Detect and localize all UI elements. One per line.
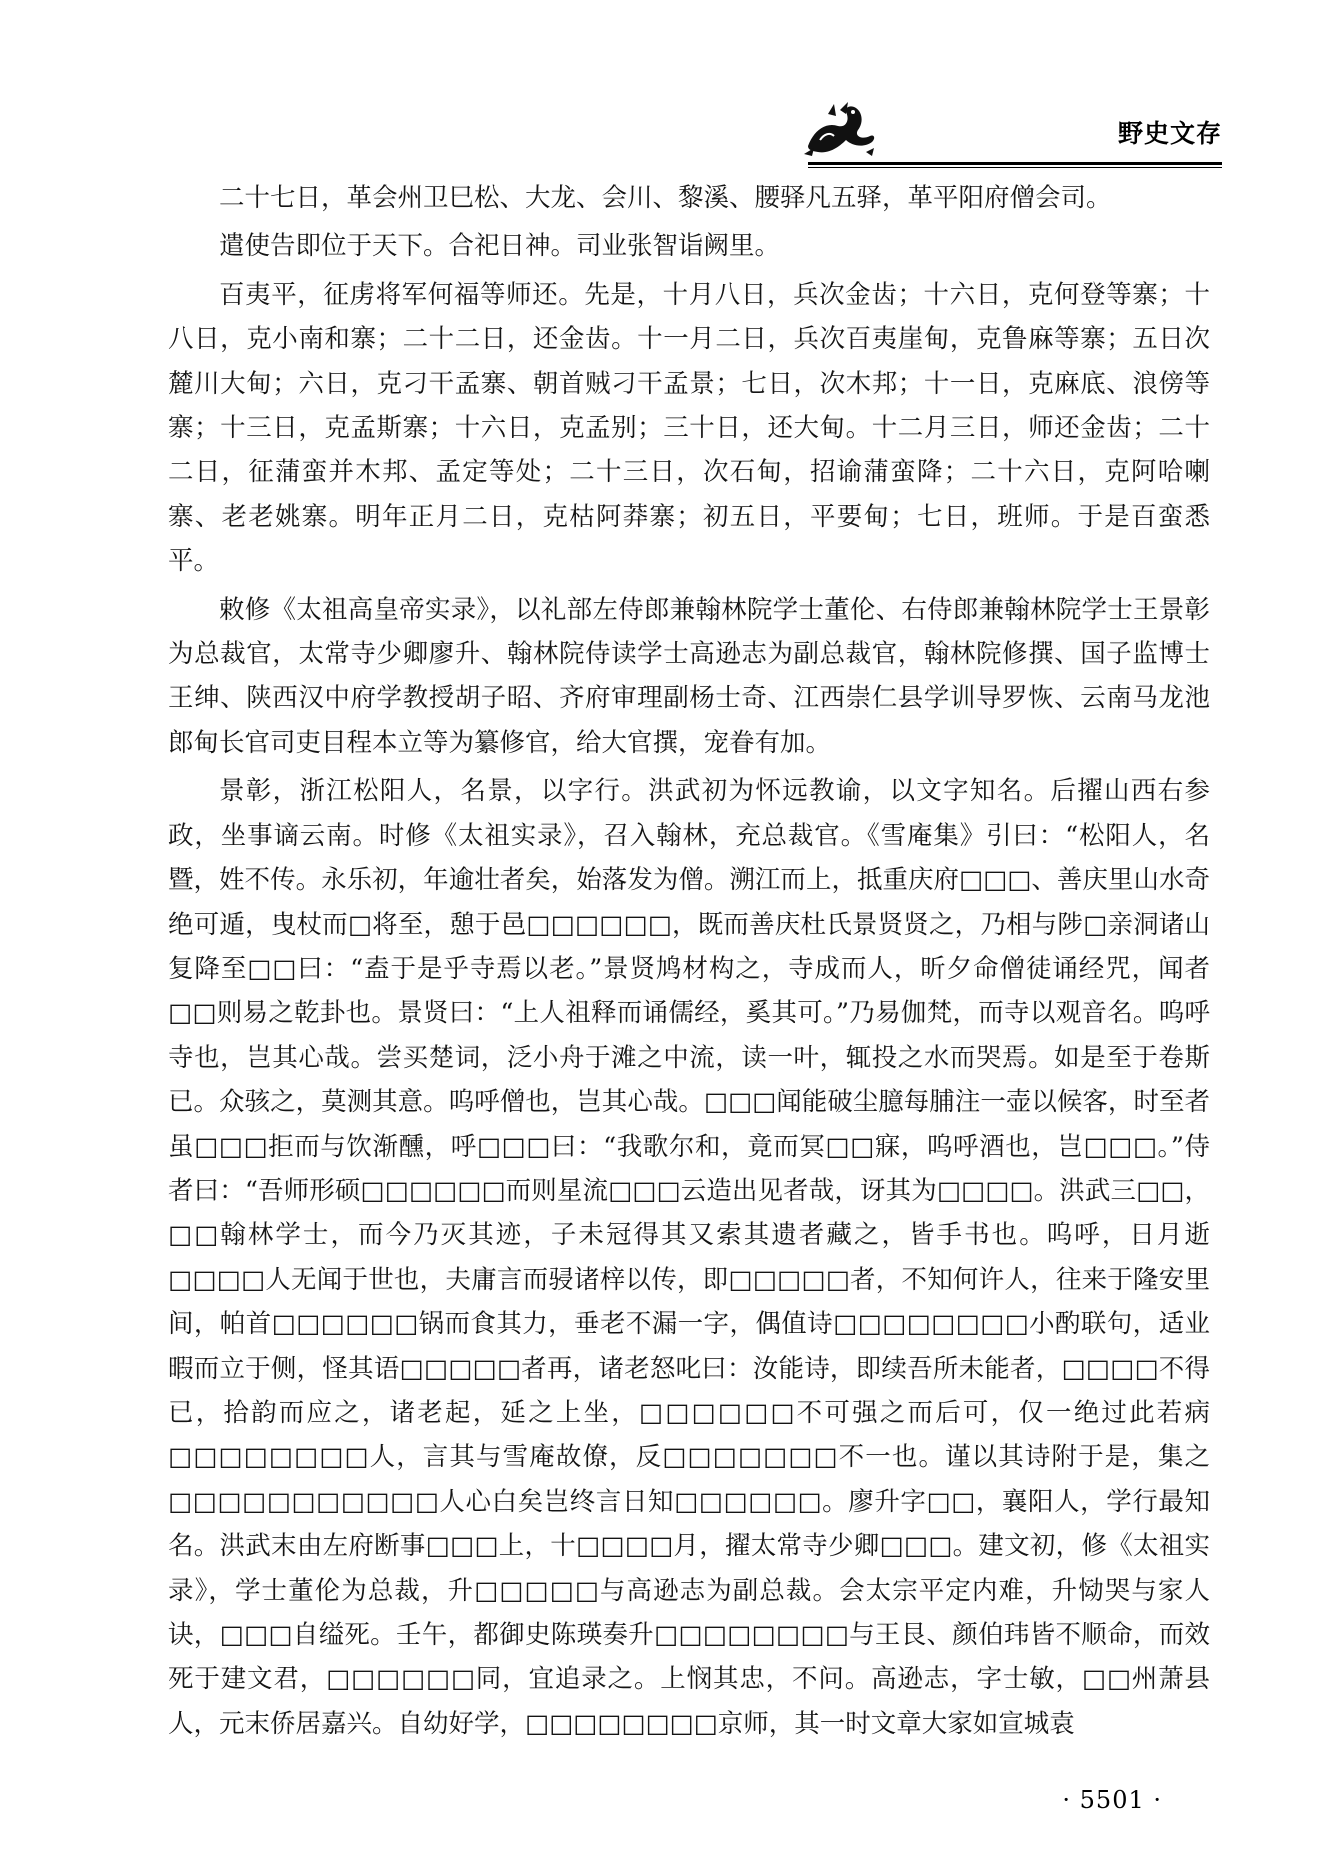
page-header	[0, 96, 1322, 166]
dragon-logo-icon	[800, 100, 880, 160]
page-number: · 5501 ·	[1062, 1786, 1162, 1814]
header-rule-thin	[808, 167, 1222, 168]
header-rule	[808, 162, 1222, 165]
paragraph: 百夷平，征虏将军何福等师还。先是，十月八日，兵次金齿；十六日，克何登等寨；十八日，克小南和寨；二十二日，还金齿。十一月二日，兵次百夷崖甸，克鲁麻等寨；五日次麓川大甸；六日，克刁干孟寨、朝首贼刁干孟景；七日，次木邦；十一日，克麻底、浪傍等寨；十三日，克孟斯寨；十六日，克孟别；三十日，还大甸。十二月三日，师还金齿；二十二日，征蒲蛮并木邦、孟定等处；二十三日，次石甸，招谕蒲蛮降；二十六日，克阿哈喇寨、老老姚寨。明年正月二日，克枯阿莽寨；初五日，平要甸；七日，班师。于是百蛮悉平。	[168, 279, 1210, 577]
paragraph: 二十七日，革会州卫巳松、大龙、会川、黎溪、腰驿凡五驿，革平阳府僧会司。	[219, 183, 1112, 213]
paragraph: 景彰，浙江松阳人，名景，以字行。洪武初为怀远教谕，以文字知名。后擢山西右参政，坐事谪云南。时修《太祖实录》，召入翰林，充总裁官。《雪庵集》引曰：“松阳人，名暨，姓不传。永乐初，年逾壮者矣，始落发为僧。溯江而上，抵重庆府□□□、善庆里山水奇绝可遁，曳杖而□将至，憩于邑□□□□□□，既而善庆杜氏景贤贤之，乃相与陟□亲洞诸山复降至□□曰：“盍于是乎寺焉以老。”景贤鸠材构之，寺成而人，昕夕命僧徒诵经咒，闻者□□则易之乾卦也。景贤曰：“上人祖释而诵儒经，奚其可。”乃易伽梵，而寺以观音名。呜呼寺也，岂其心哉。尝买楚词，泛小舟于滩之中流，读一叶，辄投之水而哭焉。如是至于卷斯已。众骇之，莫测其意。呜呼僧也，岂其心哉。□□□闻能破尘臆每脯注一壶以候客，时至者虽□□□拒而与饮渐醺，呼□□□曰：“我歌尔和，竟而冥□□寐，呜呼酒也，岂□□□。”侍者曰：“吾师形硕□□□□□□而则星流□□□云造出见者哉，讶其为□□□□。洪武三□□，□□翰林学士，而今乃灭其迹，子未冠得其又索其遗者藏之，皆手书也。呜呼，日月逝□□□□人无闻于世也，夫庸言而骎诸梓以传，即□□□□□者，不知何许人，往来于隆安里间，帕首□□□□□□锅而食其力，垂老不漏一字，偶值诗□□□□□□□□小酌联句，适业暇而立于侧，怪其语□□□□□者再，诸老怒叱曰：汝能诗，即续吾所未能者，□□□□不得已，拾韵而应之，诸老起，延之上坐，□□□□□□不可强之而后可，仅一绝过此若病□□□□□□□□人，言其与雪庵故僚，反□□□□□□□不一也。谨以其诗附于是，集之□□□□□□□□□□□人心白矣岂终言日知□□□□□□。廖升字□□，襄阳人，学行最知名。洪武末由左府断事□□□上，十□□□□月，擢太常寺少卿□□□。建文初，修《太祖实录》，学士董伦为总裁，升□□□□□与高逊志为副总裁。会太宗平定内难，升恸哭与家人诀，□□□自缢死。壬午，都御史陈瑛奏升□□□□□□□□与王艮、颜伯玮皆不顺命，而效死于建文君，□□□□□□同，宜追录之。上悯其忠，不问。高逊志，字士敏，□□州萧县人，元末侨居嘉兴。自幼好学，□□□□□□□□京师，其一时文章大家如宣城袁	[168, 776, 1210, 1739]
paragraph: 遣使告即位于天下。合祀日神。司业张智诣阙里。	[219, 231, 781, 262]
text-body	[168, 176, 1210, 1750]
paragraph: 敕修《太祖高皇帝实录》，以礼部左侍郎兼翰林院学士董伦、右侍郎兼翰林院学士王景彰为总裁官，太常寺少卿廖升、翰林院侍读学士高逊志为副总裁官，翰林院修撰、国子监博士王绅、陕西汉中府学教授胡子昭、齐府审理副杨士奇、江西崇仁县学训导罗恢、云南马龙池郎甸长官司吏目程本立等为纂修官，给大官撰，宠眷有加。	[168, 594, 1210, 758]
series-title: 野史文存	[1117, 119, 1222, 148]
